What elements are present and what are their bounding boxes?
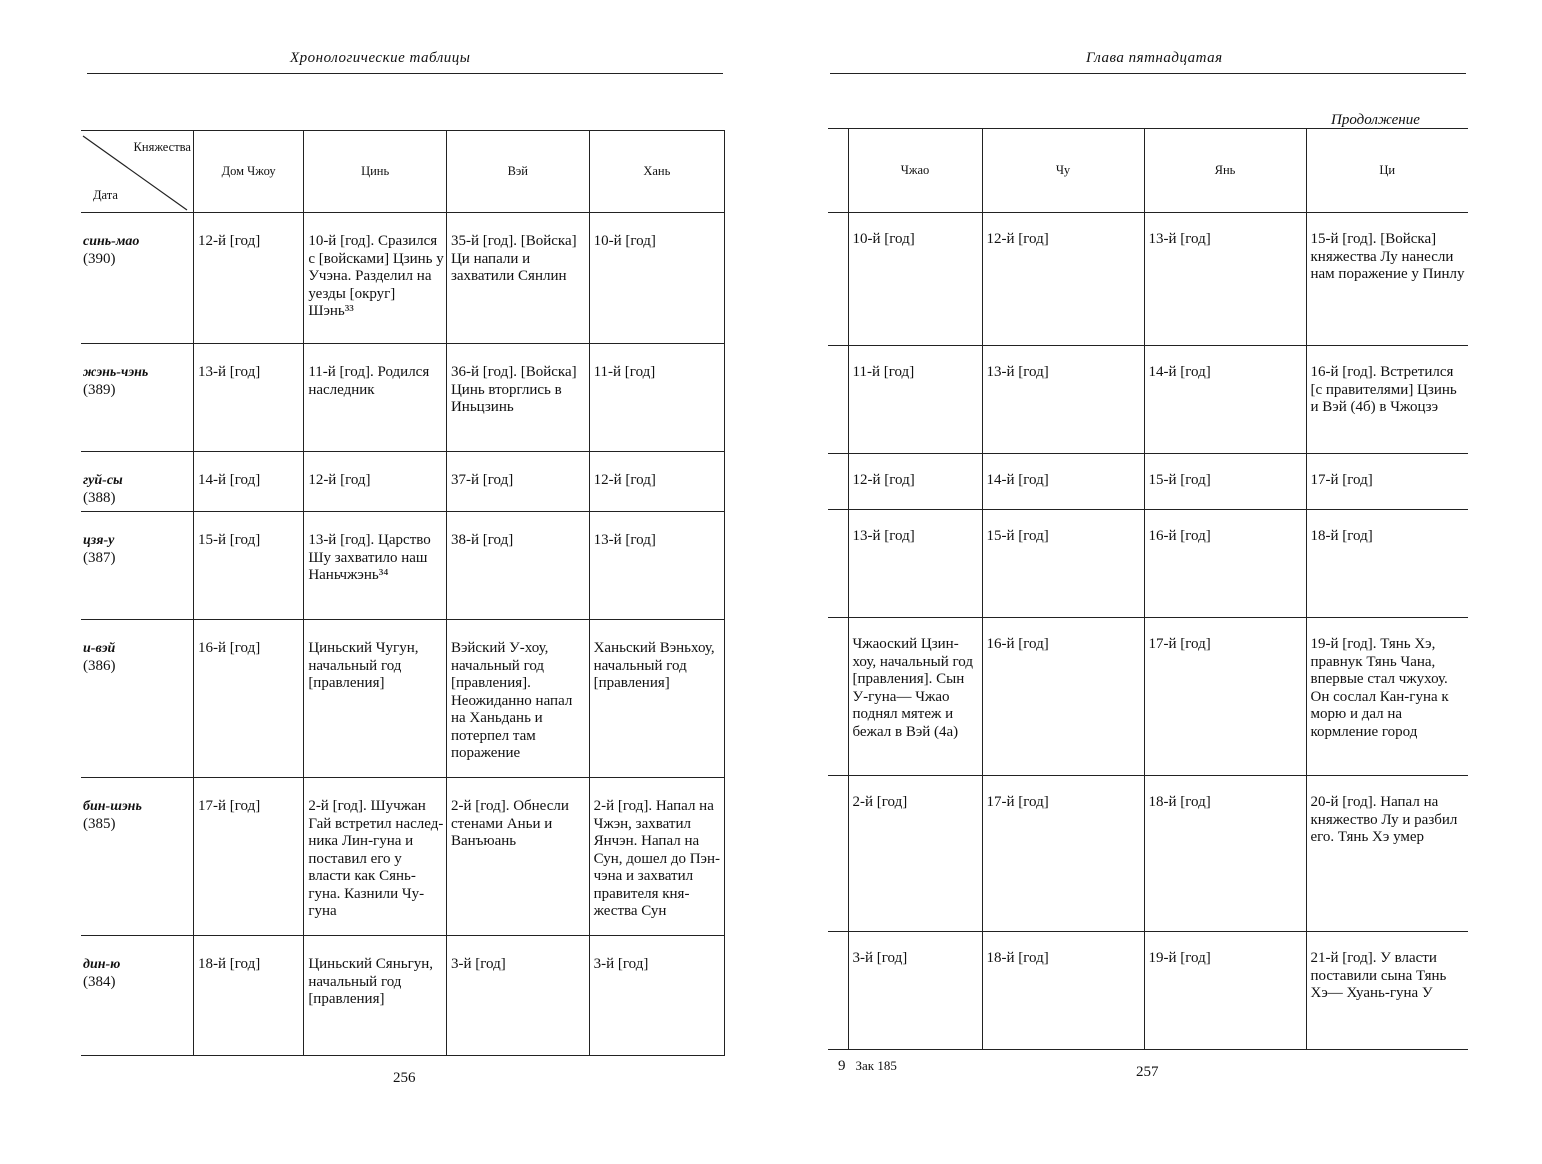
year-bc: (389) [83,381,116,398]
table-cell: 17-й [год] [1306,454,1468,510]
year-bc: (390) [83,250,116,267]
table-cell: 3-й [год] [848,932,982,1050]
date-cell [81,936,193,1056]
table-cell: 10-й [год] [848,213,982,346]
table-cell: 37-й [год] [446,452,589,512]
table-row [81,778,725,936]
cyclical-date: дин-ю [83,957,121,972]
table-cell: 3-й [год] [589,936,724,1056]
table-row [828,510,1468,618]
table-row [81,213,725,344]
table-cell: 16-й [год]. Встретился [с правителями] Цзинь и Вэй (4б) в Чжоцзэ [1306,346,1468,454]
table-cell: Циньский Сяньгун, начальный год [правления] [304,936,447,1056]
row-spacer [828,213,848,346]
table-row [828,213,1468,346]
table-cell: 10-й [год]. Сразился с [войсками] Цзинь у Учэна. Разделил на уезды [округ] Шэнь³³ [304,213,447,344]
table-row [828,932,1468,1050]
table-cell: Циньский Чугун, начальный год [правления] [304,620,447,778]
table-row [81,344,725,452]
cyclical-date: гуй-сы [83,473,123,488]
table-cell: 19-й [год]. Тянь Хэ, правнук Тянь Чана, впервые стал чжухоу. Он сослал Кан-гуна к морю и дал на кормление город [1306,618,1468,776]
table-cell: 13-й [год]. Царство Шу захватило наш Наньчжэнь³⁴ [304,512,447,620]
table-cell: 18-й [год] [982,932,1144,1050]
cyclical-date: жэнь-чэнь [83,365,149,380]
continued-label: Продолжение [1331,112,1420,128]
date-cell [81,213,193,344]
table-cell: 15-й [год]. [Войска] княжества Лу нанесли нам поражение у Пинлу [1306,213,1468,346]
date-cell [81,344,193,452]
table-cell: 18-й [год] [1306,510,1468,618]
table-cell: 12-й [год] [848,454,982,510]
table-cell: 18-й [год] [1144,776,1306,932]
column-header: Хань [589,131,724,213]
table-cell: 17-й [год] [193,778,303,936]
running-head: Глава пятнадцатая [1086,50,1223,66]
signature-text: Зак 185 [855,1058,897,1073]
header-spacer [828,129,848,213]
table-cell: 17-й [год] [982,776,1144,932]
table-cell: 12-й [год] [589,452,724,512]
table-cell: 35-й [год]. [Войска] Ци напали и захватили Сянлин [446,213,589,344]
date-cell [81,512,193,620]
table-row [81,936,725,1056]
chronological-table [828,128,1468,1050]
table-cell: 14-й [год] [982,454,1144,510]
table-cell: 13-й [год] [193,344,303,452]
column-header: Чу [982,129,1144,213]
table-cell: 11-й [год] [589,344,724,452]
table-cell: Ханьский Вэньхоу, начальный год [правления] [589,620,724,778]
page-number: 256 [393,1070,416,1086]
table-row [81,620,725,778]
table-cell: 2-й [год] [848,776,982,932]
chronological-table [81,130,725,1056]
row-spacer [828,454,848,510]
table-cell: 10-й [год] [589,213,724,344]
column-header: Ци [1306,129,1468,213]
table-cell: 14-й [год] [1144,346,1306,454]
table-cell: 16-й [год] [1144,510,1306,618]
table-cell: Вэйский У-хоу, начальный год [правления]. Неожиданно напал на Ханьдань и потерпел там поражение [446,620,589,778]
column-header: Вэй [446,131,589,213]
running-head: Хронологические таблицы [290,50,471,66]
date-cell [81,620,193,778]
year-bc: (387) [83,549,116,566]
row-spacer [828,346,848,454]
header-rule [87,73,723,74]
header-rule [830,73,1466,74]
table-cell: 13-й [год] [589,512,724,620]
table-cell: 36-й [год]. [Войска] Цинь вторглись в Иньцзинь [446,344,589,452]
year-bc: (386) [83,657,116,674]
table-row [828,346,1468,454]
printer-signature [838,1058,897,1075]
corner-label-date: Дата [93,188,118,202]
page-number: 257 [1136,1064,1159,1080]
table-cell: 19-й [год] [1144,932,1306,1050]
date-cell [81,778,193,936]
year-bc: (384) [83,973,116,990]
column-header: Янь [1144,129,1306,213]
corner-label-states: Княжества [133,139,191,154]
column-header: Цинь [304,131,447,213]
table-cell: 21-й [год]. У власти поставили сына Тянь Хэ— Хуань-гуна У [1306,932,1468,1050]
table-cell: 17-й [год] [1144,618,1306,776]
row-spacer [828,510,848,618]
table-row [81,452,725,512]
table-cell: 12-й [год] [193,213,303,344]
table-cell: 12-й [год] [982,213,1144,346]
year-bc: (385) [83,815,116,832]
cyclical-date: синь-мао [83,234,140,249]
table-cell: 20-й [год]. Напал на княжество Лу и разбил его. Тянь Хэ умер [1306,776,1468,932]
row-spacer [828,776,848,932]
table-cell: 13-й [год] [982,346,1144,454]
column-header: Дом Чжоу [193,131,303,213]
table-cell: 11-й [год] [848,346,982,454]
table-cell: 11-й [год]. Родился наследник [304,344,447,452]
corner-header [81,131,193,213]
row-spacer [828,618,848,776]
row-spacer [828,932,848,1050]
table-cell: 2-й [год]. Обнесли стенами Аньи и Ванъюань [446,778,589,936]
year-bc: (388) [83,489,116,506]
table-cell: Чжаоский Цзин-хоу, начальный год [правления]. Сын У-гуна— Чжао поднял мятеж и бежал в Вэй (4а) [848,618,982,776]
table-cell: 15-й [год] [1144,454,1306,510]
signature-number: 9 [838,1058,846,1074]
table-cell: 2-й [год]. Шучжан Гай встретил наследника Лин-гуна и поставил его у власти как Сянь-гуна. Казнили Чу-гуна [304,778,447,936]
table-row [828,618,1468,776]
cyclical-date: бин-шэнь [83,799,142,814]
column-header: Чжао [848,129,982,213]
table-cell: 2-й [год]. Напал на Чжэн, захватил Янчэн. Напал на Сун, дошел до Пэнчэна и захватил правителя княжества Сун [589,778,724,936]
table-row [828,776,1468,932]
table-cell: 13-й [год] [848,510,982,618]
date-cell [81,452,193,512]
table-cell: 15-й [год] [982,510,1144,618]
table-cell: 38-й [год] [446,512,589,620]
right-page [771,0,1542,1164]
table-cell: 12-й [год] [304,452,447,512]
table-cell: 15-й [год] [193,512,303,620]
cyclical-date: и-вэй [83,641,116,656]
table-cell: 13-й [год] [1144,213,1306,346]
table-row [828,454,1468,510]
table-cell: 14-й [год] [193,452,303,512]
table-cell: 16-й [год] [193,620,303,778]
table-cell: 3-й [год] [446,936,589,1056]
table-row [81,512,725,620]
table-cell: 16-й [год] [982,618,1144,776]
cyclical-date: цзя-у [83,533,115,548]
table-cell: 18-й [год] [193,936,303,1056]
